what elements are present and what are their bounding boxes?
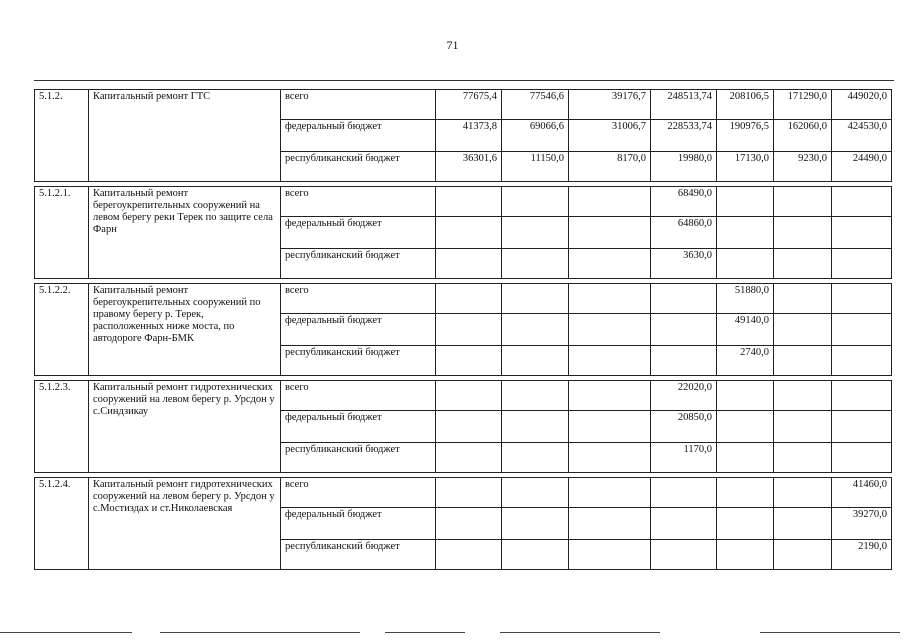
amount-cell: 20850,0 xyxy=(651,411,717,443)
amount-cell: 39176,7 xyxy=(569,90,651,120)
amount-cell: 9230,0 xyxy=(774,152,832,182)
item-code: 5.1.2. xyxy=(35,90,89,182)
amount-cell xyxy=(569,508,651,540)
item-name: Капитальный ремонт ГТС xyxy=(89,90,281,182)
amount-cell xyxy=(651,540,717,570)
amount-cell: 31006,7 xyxy=(569,120,651,152)
funding-source: республиканский бюджет xyxy=(281,152,436,182)
budget-table-body xyxy=(35,90,892,570)
page-number: 71 xyxy=(446,38,459,52)
amount-cell xyxy=(436,508,502,540)
amount-cell xyxy=(651,346,717,376)
amount-cell: 51880,0 xyxy=(717,284,774,314)
amount-cell xyxy=(502,411,569,443)
amount-cell xyxy=(832,284,892,314)
funding-source: всего xyxy=(281,90,436,120)
amount-cell xyxy=(502,478,569,508)
amount-cell: 41460,0 xyxy=(832,478,892,508)
amount-cell xyxy=(774,411,832,443)
amount-cell: 228533,74 xyxy=(651,120,717,152)
amount-cell xyxy=(502,443,569,473)
amount-cell: 64860,0 xyxy=(651,217,717,249)
amount-cell xyxy=(436,249,502,279)
amount-cell xyxy=(717,540,774,570)
footer-rule xyxy=(760,632,900,633)
amount-cell xyxy=(569,249,651,279)
item-name: Капитальный ремонт берегоукрепительных сооружений на левом берегу реки Терек по защите села Фарн xyxy=(89,187,281,279)
amount-cell: 8170,0 xyxy=(569,152,651,182)
amount-cell xyxy=(717,187,774,217)
amount-cell xyxy=(717,508,774,540)
amount-cell xyxy=(774,284,832,314)
amount-cell: 49140,0 xyxy=(717,314,774,346)
amount-cell: 162060,0 xyxy=(774,120,832,152)
amount-cell xyxy=(569,411,651,443)
amount-cell xyxy=(502,249,569,279)
amount-cell xyxy=(436,478,502,508)
funding-source: республиканский бюджет xyxy=(281,540,436,570)
amount-cell xyxy=(569,381,651,411)
amount-cell xyxy=(774,381,832,411)
amount-cell xyxy=(832,187,892,217)
footer-rule xyxy=(160,632,360,633)
amount-cell xyxy=(774,508,832,540)
amount-cell xyxy=(436,381,502,411)
amount-cell xyxy=(569,443,651,473)
funding-source: республиканский бюджет xyxy=(281,443,436,473)
amount-cell xyxy=(774,478,832,508)
amount-cell: 1170,0 xyxy=(651,443,717,473)
amount-cell xyxy=(569,346,651,376)
amount-cell: 39270,0 xyxy=(832,508,892,540)
item-name: Капитальный ремонт берегоукрепительных сооружений по правому берегу р. Терек, расположенных ниже моста, по автодороге Фарн-БМК xyxy=(89,284,281,376)
amount-cell: 77675,4 xyxy=(436,90,502,120)
funding-source: всего xyxy=(281,284,436,314)
item-code: 5.1.2.4. xyxy=(35,478,89,570)
amount-cell xyxy=(502,217,569,249)
amount-cell xyxy=(774,443,832,473)
amount-cell: 22020,0 xyxy=(651,381,717,411)
item-code: 5.1.2.2. xyxy=(35,284,89,376)
amount-cell xyxy=(569,540,651,570)
amount-cell xyxy=(502,540,569,570)
amount-cell xyxy=(569,187,651,217)
amount-cell xyxy=(569,284,651,314)
amount-cell: 69066,6 xyxy=(502,120,569,152)
amount-cell: 208106,5 xyxy=(717,90,774,120)
amount-cell: 449020,0 xyxy=(832,90,892,120)
amount-cell xyxy=(651,478,717,508)
amount-cell: 248513,74 xyxy=(651,90,717,120)
amount-cell xyxy=(569,314,651,346)
amount-cell: 36301,6 xyxy=(436,152,502,182)
amount-cell: 11150,0 xyxy=(502,152,569,182)
amount-cell xyxy=(651,284,717,314)
amount-cell xyxy=(832,217,892,249)
amount-cell xyxy=(717,478,774,508)
amount-cell xyxy=(832,443,892,473)
amount-cell: 2190,0 xyxy=(832,540,892,570)
table-row xyxy=(35,478,892,508)
funding-source: всего xyxy=(281,381,436,411)
amount-cell: 24490,0 xyxy=(832,152,892,182)
table-row xyxy=(35,284,892,314)
amount-cell: 190976,5 xyxy=(717,120,774,152)
item-code: 5.1.2.3. xyxy=(35,381,89,473)
funding-source: республиканский бюджет xyxy=(281,249,436,279)
amount-cell xyxy=(717,249,774,279)
amount-cell xyxy=(436,346,502,376)
amount-cell xyxy=(436,540,502,570)
amount-cell xyxy=(569,478,651,508)
amount-cell xyxy=(651,314,717,346)
amount-cell: 41373,8 xyxy=(436,120,502,152)
amount-cell xyxy=(717,217,774,249)
amount-cell xyxy=(774,314,832,346)
funding-source: федеральный бюджет xyxy=(281,508,436,540)
amount-cell xyxy=(651,508,717,540)
amount-cell xyxy=(774,249,832,279)
table-row xyxy=(35,187,892,217)
amount-cell: 19980,0 xyxy=(651,152,717,182)
amount-cell: 171290,0 xyxy=(774,90,832,120)
item-name: Капитальный ремонт гидротехнических сооружений на левом берегу р. Урсдон у с.Синдзикау xyxy=(89,381,281,473)
amount-cell xyxy=(436,314,502,346)
amount-cell xyxy=(774,187,832,217)
amount-cell xyxy=(717,411,774,443)
amount-cell xyxy=(502,381,569,411)
item-code: 5.1.2.1. xyxy=(35,187,89,279)
amount-cell: 3630,0 xyxy=(651,249,717,279)
amount-cell xyxy=(502,508,569,540)
amount-cell xyxy=(717,443,774,473)
footer-rule xyxy=(500,632,660,633)
amount-cell xyxy=(774,346,832,376)
amount-cell xyxy=(569,217,651,249)
funding-source: республиканский бюджет xyxy=(281,346,436,376)
item-name: Капитальный ремонт гидротехнических сооружений на левом берегу р. Урсдон у с.Мостиздах и ст.Николаевская xyxy=(89,478,281,570)
footer-rule xyxy=(385,632,465,633)
funding-source: федеральный бюджет xyxy=(281,120,436,152)
amount-cell xyxy=(436,411,502,443)
amount-cell xyxy=(832,381,892,411)
amount-cell xyxy=(774,540,832,570)
amount-cell xyxy=(832,314,892,346)
funding-source: федеральный бюджет xyxy=(281,314,436,346)
amount-cell: 68490,0 xyxy=(651,187,717,217)
budget-table xyxy=(34,89,892,570)
funding-source: всего xyxy=(281,478,436,508)
amount-cell xyxy=(436,443,502,473)
table-row xyxy=(35,90,892,120)
funding-source: федеральный бюджет xyxy=(281,217,436,249)
funding-source: всего xyxy=(281,187,436,217)
amount-cell xyxy=(436,284,502,314)
amount-cell: 17130,0 xyxy=(717,152,774,182)
amount-cell xyxy=(832,346,892,376)
amount-cell: 424530,0 xyxy=(832,120,892,152)
amount-cell xyxy=(502,314,569,346)
amount-cell xyxy=(502,346,569,376)
amount-cell xyxy=(436,217,502,249)
amount-cell xyxy=(436,187,502,217)
header-rule xyxy=(34,80,894,81)
amount-cell xyxy=(717,381,774,411)
amount-cell xyxy=(502,187,569,217)
amount-cell xyxy=(832,249,892,279)
amount-cell xyxy=(832,411,892,443)
footer-rule xyxy=(0,632,132,633)
funding-source: федеральный бюджет xyxy=(281,411,436,443)
amount-cell: 77546,6 xyxy=(502,90,569,120)
amount-cell xyxy=(502,284,569,314)
amount-cell: 2740,0 xyxy=(717,346,774,376)
table-row xyxy=(35,381,892,411)
amount-cell xyxy=(774,217,832,249)
